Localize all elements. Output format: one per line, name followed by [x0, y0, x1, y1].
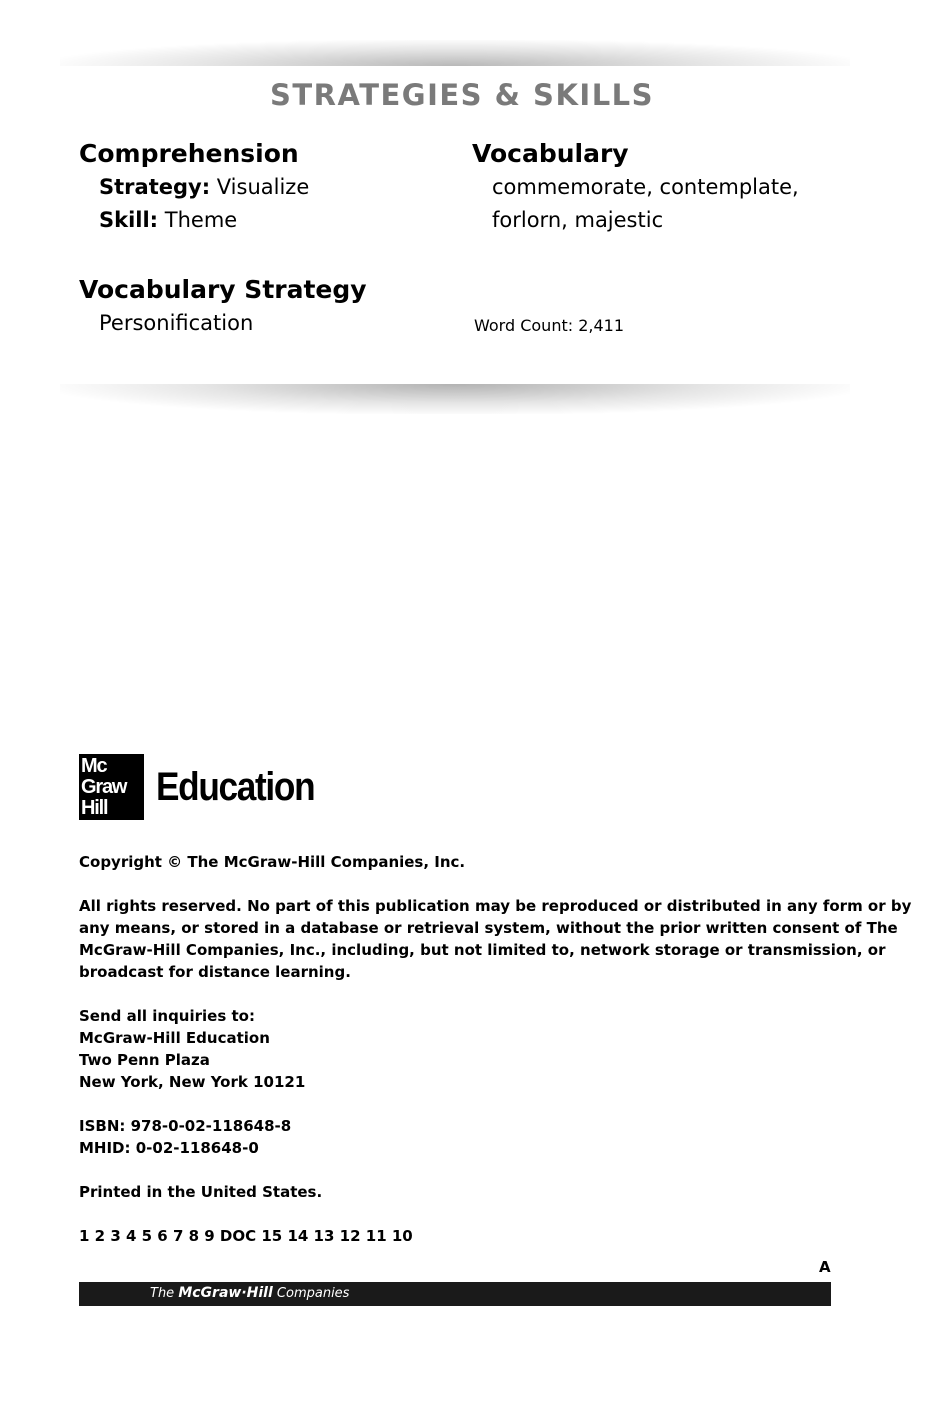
address-line: Two Penn Plaza — [79, 1051, 210, 1069]
vocabulary-heading: Vocabulary — [472, 139, 629, 168]
mcgraw-hill-logo-block — [79, 754, 144, 820]
address-line: Send all inquiries to: — [79, 1007, 255, 1025]
address-line: McGraw-Hill Education — [79, 1029, 270, 1047]
vocabulary-words-line-2: forlorn, majestic — [492, 208, 664, 232]
footer-prefix: The — [150, 1286, 175, 1301]
copyright-line: Copyright © The McGraw-Hill Companies, Inc. — [79, 853, 466, 871]
vocabulary-strategy-heading: Vocabulary Strategy — [79, 275, 367, 304]
rights-line: All rights reserved. No part of this publication may be reproduced or distributed in any form or by — [79, 897, 912, 915]
logo-line-hill: Hill — [81, 797, 108, 819]
skill-value: Theme — [164, 208, 238, 232]
printed-in: Printed in the United States. — [79, 1183, 323, 1201]
footer-bar — [79, 1282, 831, 1306]
print-line: 1 2 3 4 5 6 7 8 9 DOC 15 14 13 12 11 10 — [79, 1227, 413, 1245]
strategy-value: Visualize — [216, 175, 310, 199]
rights-line: McGraw-Hill Companies, Inc., including, but not limited to, network storage or transmission, or — [79, 941, 886, 959]
rights-line: broadcast for distance learning. — [79, 963, 351, 981]
page-letter: A — [819, 1258, 831, 1276]
footer-suffix: Companies — [276, 1286, 350, 1301]
comprehension-heading: Comprehension — [79, 139, 299, 168]
vocabulary-strategy-value: Personification — [99, 311, 254, 335]
vocabulary-words-line-1: commemorate, contemplate, — [492, 175, 799, 199]
panel-bottom-shadow — [60, 384, 850, 414]
mhid: MHID: 0-02-118648-0 — [79, 1139, 259, 1157]
logo-education-word: Education — [156, 765, 315, 809]
footer-brand — [150, 1285, 349, 1301]
logo-line-mc: Mc — [81, 755, 107, 777]
panel-top-shadow — [60, 40, 850, 66]
strategy-label: Strategy: — [99, 175, 211, 199]
inquiries-address — [79, 1005, 839, 1093]
isbn: ISBN: 978-0-02-118648-8 — [79, 1117, 292, 1135]
logo-line-graw: Graw — [81, 776, 127, 798]
address-line: New York, New York 10121 — [79, 1073, 306, 1091]
rights-paragraph — [79, 895, 912, 983]
skill-label: Skill: — [99, 208, 159, 232]
panel-title: STRATEGIES & SKILLS — [270, 78, 655, 112]
rights-line: any means, or stored in a database or retrieval system, without the prior written consent of The — [79, 919, 898, 937]
footer-brand-name: McGraw·Hill — [178, 1285, 273, 1301]
word-count: Word Count: 2,411 — [474, 316, 625, 335]
identifiers — [79, 1115, 839, 1159]
strategy-line — [99, 175, 309, 199]
skill-line — [99, 208, 237, 232]
